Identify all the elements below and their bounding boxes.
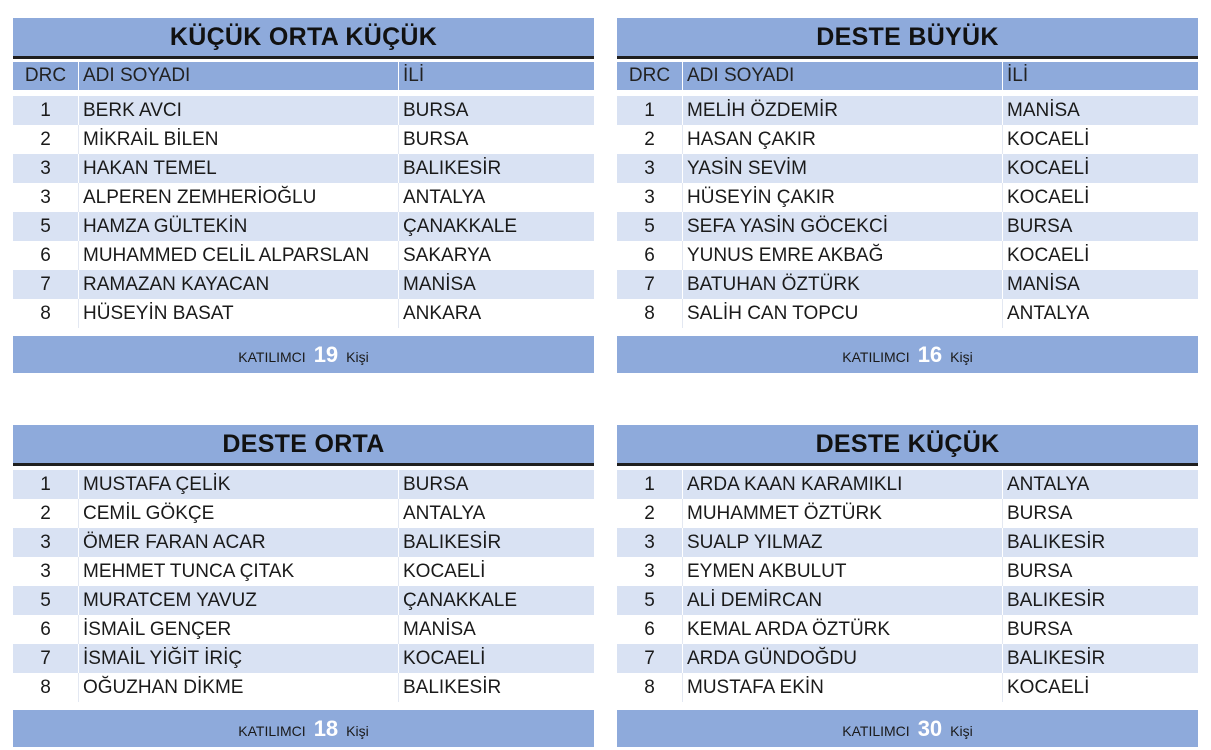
city-cell: KOCAELİ xyxy=(1002,183,1198,212)
panel-title: DESTE ORTA xyxy=(13,425,594,466)
table-row xyxy=(617,557,1198,586)
table-row xyxy=(617,615,1198,644)
city-cell: ANTALYA xyxy=(398,499,594,528)
rank-cell: 7 xyxy=(40,274,51,295)
participant-count: 16 xyxy=(917,342,943,367)
table-row xyxy=(617,673,1198,702)
table-row xyxy=(617,299,1198,328)
city-cell: MANİSA xyxy=(1002,96,1198,125)
rank-cell: 3 xyxy=(644,532,655,553)
city-cell: SAKARYA xyxy=(398,241,594,270)
city-cell: BURSA xyxy=(1002,615,1198,644)
panel-title: KÜÇÜK ORTA KÜÇÜK xyxy=(13,18,594,59)
participant-label: KATILIMCI xyxy=(238,723,306,739)
city-cell: ÇANAKKALE xyxy=(398,212,594,241)
column-header-name: ADI SOYADI xyxy=(682,62,1002,90)
table-row xyxy=(13,528,594,557)
participant-unit: Kişi xyxy=(950,349,973,365)
table-row xyxy=(13,125,594,154)
table-row xyxy=(617,644,1198,673)
city-cell: BURSA xyxy=(1002,499,1198,528)
rank-cell: 3 xyxy=(644,158,655,179)
name-cell: OĞUZHAN DİKME xyxy=(78,673,398,702)
name-cell: MEHMET TUNCA ÇITAK xyxy=(78,557,398,586)
rank-cell: 1 xyxy=(644,100,655,121)
name-cell: RAMAZAN KAYACAN xyxy=(78,270,398,299)
table-row xyxy=(13,270,594,299)
city-cell: ANKARA xyxy=(398,299,594,328)
table-row xyxy=(13,154,594,183)
name-cell: MELİH ÖZDEMİR xyxy=(682,96,1002,125)
rank-cell: 8 xyxy=(40,677,51,698)
rank-cell: 7 xyxy=(644,648,655,669)
rank-cell: 8 xyxy=(644,677,655,698)
panel-title: DESTE BÜYÜK xyxy=(617,18,1198,59)
result-rows xyxy=(617,96,1198,328)
panel-kucuk-orta-kucuk xyxy=(13,18,594,373)
name-cell: MUSTAFA EKİN xyxy=(682,673,1002,702)
table-row xyxy=(617,528,1198,557)
rank-cell: 1 xyxy=(40,474,51,495)
table-row xyxy=(13,212,594,241)
city-cell: KOCAELİ xyxy=(1002,125,1198,154)
table-row xyxy=(13,586,594,615)
city-cell: BURSA xyxy=(398,125,594,154)
name-cell: MUSTAFA ÇELİK xyxy=(78,470,398,499)
rank-cell: 3 xyxy=(644,561,655,582)
name-cell: HAMZA GÜLTEKİN xyxy=(78,212,398,241)
panel-title: DESTE KÜÇÜK xyxy=(617,425,1198,466)
table-row xyxy=(617,154,1198,183)
participant-count-footer xyxy=(617,336,1198,373)
city-cell: BALIKESİR xyxy=(398,673,594,702)
column-header-drc: DRC xyxy=(24,65,67,86)
table-row xyxy=(617,125,1198,154)
table-row xyxy=(617,499,1198,528)
city-cell: MANİSA xyxy=(398,270,594,299)
participant-count: 30 xyxy=(917,716,943,741)
table-row xyxy=(13,557,594,586)
name-cell: MURATCEM YAVUZ xyxy=(78,586,398,615)
city-cell: BURSA xyxy=(1002,557,1198,586)
name-cell: HÜSEYİN BASAT xyxy=(78,299,398,328)
participant-label: KATILIMCI xyxy=(842,723,910,739)
rank-cell: 6 xyxy=(40,619,51,640)
column-header-city: İLİ xyxy=(1002,62,1198,90)
participant-count: 19 xyxy=(313,342,339,367)
city-cell: BALIKESİR xyxy=(1002,644,1198,673)
panel-deste-kucuk xyxy=(617,425,1198,747)
rank-cell: 3 xyxy=(40,158,51,179)
name-cell: İSMAİL GENÇER xyxy=(78,615,398,644)
rank-cell: 8 xyxy=(40,303,51,324)
rank-cell: 2 xyxy=(40,129,51,150)
column-header-row xyxy=(13,62,594,90)
participant-count: 18 xyxy=(313,716,339,741)
rank-cell: 3 xyxy=(40,187,51,208)
city-cell: ANTALYA xyxy=(1002,470,1198,499)
name-cell: YUNUS EMRE AKBAĞ xyxy=(682,241,1002,270)
name-cell: ARDA GÜNDOĞDU xyxy=(682,644,1002,673)
name-cell: HAKAN TEMEL xyxy=(78,154,398,183)
table-row xyxy=(13,241,594,270)
participant-unit: Kişi xyxy=(346,723,369,739)
name-cell: SALİH CAN TOPCU xyxy=(682,299,1002,328)
rank-cell: 5 xyxy=(644,216,655,237)
city-cell: KOCAELİ xyxy=(1002,241,1198,270)
name-cell: HASAN ÇAKIR xyxy=(682,125,1002,154)
participant-count-footer xyxy=(13,336,594,373)
rank-cell: 3 xyxy=(40,532,51,553)
city-cell: ANTALYA xyxy=(1002,299,1198,328)
city-cell: BURSA xyxy=(1002,212,1198,241)
result-rows xyxy=(13,96,594,328)
name-cell: ARDA KAAN KARAMIKLI xyxy=(682,470,1002,499)
table-row xyxy=(617,241,1198,270)
rank-cell: 5 xyxy=(40,216,51,237)
column-header-drc: DRC xyxy=(628,65,671,86)
rank-cell: 2 xyxy=(40,503,51,524)
name-cell: ÖMER FARAN ACAR xyxy=(78,528,398,557)
name-cell: CEMİL GÖKÇE xyxy=(78,499,398,528)
name-cell: SUALP YILMAZ xyxy=(682,528,1002,557)
name-cell: BATUHAN ÖZTÜRK xyxy=(682,270,1002,299)
city-cell: BURSA xyxy=(398,96,594,125)
table-row xyxy=(13,615,594,644)
city-cell: MANİSA xyxy=(398,615,594,644)
rank-cell: 7 xyxy=(40,648,51,669)
city-cell: MANİSA xyxy=(1002,270,1198,299)
rank-cell: 6 xyxy=(644,245,655,266)
name-cell: ALPEREN ZEMHERİOĞLU xyxy=(78,183,398,212)
city-cell: ÇANAKKALE xyxy=(398,586,594,615)
result-rows xyxy=(617,470,1198,702)
participant-count-footer xyxy=(13,710,594,747)
name-cell: KEMAL ARDA ÖZTÜRK xyxy=(682,615,1002,644)
rank-cell: 3 xyxy=(644,187,655,208)
city-cell: KOCAELİ xyxy=(1002,154,1198,183)
rank-cell: 7 xyxy=(644,274,655,295)
city-cell: KOCAELİ xyxy=(1002,673,1198,702)
name-cell: MUHAMMET ÖZTÜRK xyxy=(682,499,1002,528)
name-cell: MUHAMMED CELİL ALPARSLAN xyxy=(78,241,398,270)
name-cell: EYMEN AKBULUT xyxy=(682,557,1002,586)
name-cell: ALİ DEMİRCAN xyxy=(682,586,1002,615)
rank-cell: 3 xyxy=(40,561,51,582)
rank-cell: 6 xyxy=(40,245,51,266)
table-row xyxy=(617,586,1198,615)
table-row xyxy=(13,673,594,702)
participant-count-footer xyxy=(617,710,1198,747)
rank-cell: 5 xyxy=(40,590,51,611)
rank-cell: 8 xyxy=(644,303,655,324)
table-row xyxy=(617,183,1198,212)
city-cell: KOCAELİ xyxy=(398,557,594,586)
rank-cell: 1 xyxy=(644,474,655,495)
name-cell: HÜSEYİN ÇAKIR xyxy=(682,183,1002,212)
table-row xyxy=(617,212,1198,241)
city-cell: ANTALYA xyxy=(398,183,594,212)
name-cell: YASİN SEVİM xyxy=(682,154,1002,183)
table-row xyxy=(617,270,1198,299)
table-row xyxy=(13,499,594,528)
name-cell: SEFA YASİN GÖCEKCİ xyxy=(682,212,1002,241)
rank-cell: 2 xyxy=(644,503,655,524)
table-row xyxy=(13,644,594,673)
participant-label: KATILIMCI xyxy=(238,349,306,365)
table-row xyxy=(617,470,1198,499)
table-row xyxy=(13,96,594,125)
city-cell: KOCAELİ xyxy=(398,644,594,673)
rank-cell: 6 xyxy=(644,619,655,640)
column-header-row xyxy=(617,62,1198,90)
name-cell: MİKRAİL BİLEN xyxy=(78,125,398,154)
table-row xyxy=(13,183,594,212)
participant-unit: Kişi xyxy=(346,349,369,365)
result-rows xyxy=(13,470,594,702)
table-row xyxy=(13,299,594,328)
panel-deste-buyuk xyxy=(617,18,1198,373)
name-cell: BERK AVCI xyxy=(78,96,398,125)
table-row xyxy=(617,96,1198,125)
city-cell: BALIKESİR xyxy=(398,528,594,557)
panel-deste-orta xyxy=(13,425,594,747)
city-cell: BALIKESİR xyxy=(398,154,594,183)
city-cell: BALIKESİR xyxy=(1002,528,1198,557)
city-cell: BALIKESİR xyxy=(1002,586,1198,615)
city-cell: BURSA xyxy=(398,470,594,499)
participant-label: KATILIMCI xyxy=(842,349,910,365)
column-header-name: ADI SOYADI xyxy=(78,62,398,90)
rank-cell: 1 xyxy=(40,100,51,121)
participant-unit: Kişi xyxy=(950,723,973,739)
rank-cell: 5 xyxy=(644,590,655,611)
column-header-city: İLİ xyxy=(398,62,594,90)
table-row xyxy=(13,470,594,499)
rank-cell: 2 xyxy=(644,129,655,150)
name-cell: İSMAİL YİĞİT İRİÇ xyxy=(78,644,398,673)
